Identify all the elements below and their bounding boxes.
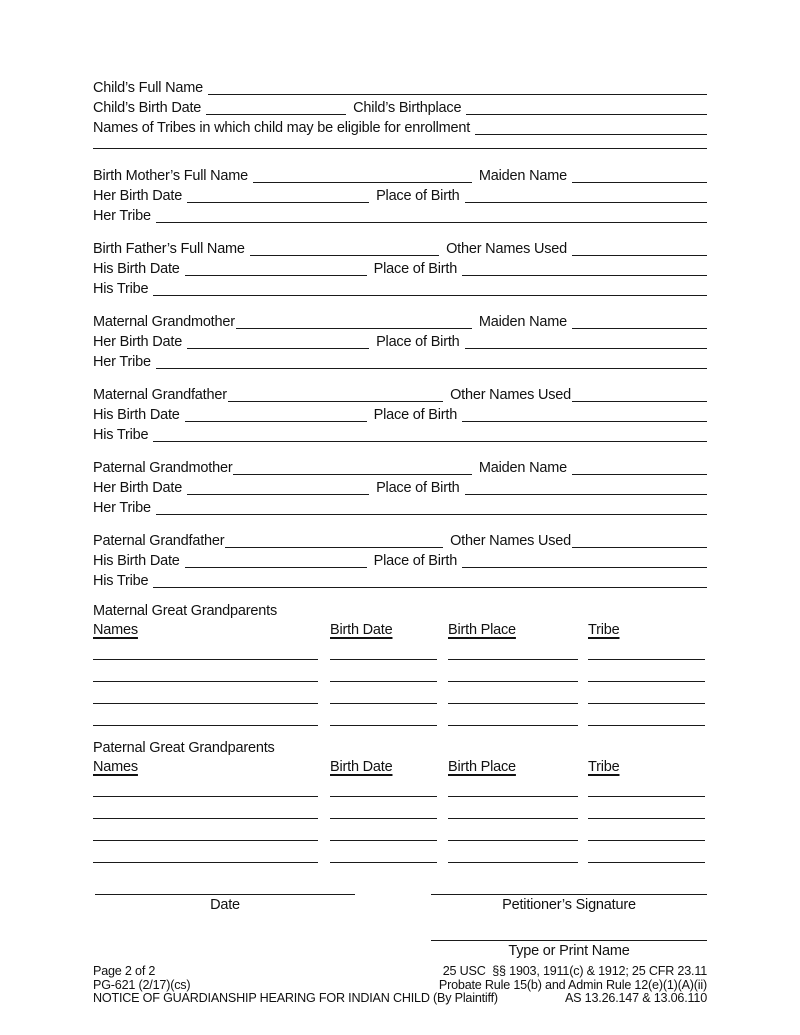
birth-date-label: Her Birth Date: [93, 188, 183, 204]
form-number: PG-621 (2/17)(cs): [93, 977, 191, 992]
place-of-birth-label: Place of Birth: [376, 480, 460, 496]
tribe-field[interactable]: [156, 368, 707, 369]
gg-tribe-field[interactable]: [588, 796, 705, 797]
gg-birth-place-field[interactable]: [448, 840, 578, 841]
child-full-name-row: [93, 78, 707, 98]
name-label: Birth Mother’s Full Name: [93, 168, 249, 184]
name-field[interactable]: [228, 401, 443, 402]
section-title: Paternal Great Grandparents: [93, 740, 275, 756]
gg-birth-date-field[interactable]: [330, 796, 437, 797]
tribe-field[interactable]: [153, 295, 707, 296]
tribe-column-header: Tribe: [588, 622, 620, 638]
date-label: Date: [210, 897, 240, 913]
tribe-label: His Tribe: [93, 281, 149, 297]
place-of-birth-field[interactable]: [462, 567, 707, 568]
gg-tribe-field[interactable]: [588, 840, 705, 841]
family-block-paternal-grandfather: [93, 531, 707, 591]
child-birthplace-field[interactable]: [466, 114, 707, 115]
gg-birth-place-field[interactable]: [448, 725, 578, 726]
child-birth-row: [93, 98, 707, 118]
birth-date-label: His Birth Date: [93, 407, 180, 423]
place-of-birth-label: Place of Birth: [373, 407, 458, 423]
tribe-label: Her Tribe: [93, 500, 151, 516]
place-of-birth-field[interactable]: [465, 348, 707, 349]
alt-name-label: Other Names Used: [446, 241, 567, 257]
place-of-birth-label: Place of Birth: [373, 553, 458, 569]
name-label: Birth Father’s Full Name: [93, 241, 245, 257]
tribe-label: Her Tribe: [93, 354, 151, 370]
tribes-eligible-label: Names of Tribes in which child may be eligible for enrollment: [93, 120, 471, 136]
gg-birth-date-field[interactable]: [330, 862, 437, 863]
print-name-label: Type or Print Name: [508, 943, 630, 959]
place-of-birth-field[interactable]: [465, 202, 707, 203]
gg-tribe-field[interactable]: [588, 862, 705, 863]
gg-birth-place-field[interactable]: [448, 818, 578, 819]
gg-name-field[interactable]: [93, 681, 318, 682]
alt-name-label: Other Names Used: [450, 533, 571, 549]
gg-birth-date-field[interactable]: [330, 659, 437, 660]
family-block-maternal-grandmother: [93, 312, 707, 372]
gg-birth-date-field[interactable]: [330, 840, 437, 841]
name-label: Paternal Grandfather: [93, 533, 225, 549]
page-number: Page 2 of 2: [93, 964, 156, 978]
tribes-eligible-field[interactable]: [475, 134, 707, 135]
alt-name-label: Other Names Used: [450, 387, 571, 403]
birth-date-label: His Birth Date: [93, 261, 180, 277]
birth-date-field[interactable]: [187, 494, 369, 495]
place-of-birth-label: Place of Birth: [376, 188, 460, 204]
tribe-field[interactable]: [153, 587, 707, 588]
name-field[interactable]: [236, 328, 472, 329]
alt-name-label: Maiden Name: [478, 168, 567, 184]
table-row: [93, 663, 707, 685]
alt-name-field[interactable]: [572, 328, 707, 329]
gg-name-field[interactable]: [93, 725, 318, 726]
section-title: Maternal Great Grandparents: [93, 603, 277, 619]
child-full-name-label: Child’s Full Name: [93, 80, 203, 96]
table-row: [93, 707, 707, 729]
gg-tribe-field[interactable]: [588, 659, 705, 660]
birth-date-field[interactable]: [185, 421, 367, 422]
family-block-birth-mother: [93, 166, 707, 226]
print-name-field[interactable]: [431, 927, 707, 941]
table-row: [93, 778, 707, 800]
birth-date-field[interactable]: [187, 348, 369, 349]
gg-birth-date-field[interactable]: [330, 681, 437, 682]
place-of-birth-label: Place of Birth: [376, 334, 460, 350]
name-label: Maternal Grandfather: [93, 387, 227, 403]
gg-birth-place-field[interactable]: [448, 659, 578, 660]
alt-name-field[interactable]: [572, 255, 707, 256]
tribe-column-header: Tribe: [588, 759, 620, 775]
birth-date-field[interactable]: [185, 567, 367, 568]
maternal-great-grandparents-section: [93, 601, 707, 729]
tribe-field[interactable]: [156, 514, 707, 515]
name-label: Maternal Grandmother: [93, 314, 235, 330]
form-title: NOTICE OF GUARDIANSHIP HEARING FOR INDIAN CHILD (By Plaintiff): [93, 991, 498, 1005]
birth-date-column-header: Birth Date: [330, 622, 393, 638]
gg-birth-date-field[interactable]: [330, 725, 437, 726]
gg-tribe-field[interactable]: [588, 681, 705, 682]
child-birth-date-field[interactable]: [206, 114, 346, 115]
signature-section: [93, 881, 707, 961]
tribe-label: His Tribe: [93, 427, 149, 443]
birth-date-label: His Birth Date: [93, 553, 180, 569]
alt-name-label: Maiden Name: [478, 314, 567, 330]
alt-name-field[interactable]: [572, 547, 707, 548]
birth-date-field[interactable]: [187, 202, 369, 203]
name-field[interactable]: [250, 255, 439, 256]
petitioner-signature-field[interactable]: [431, 881, 707, 895]
page-footer: [93, 965, 707, 1006]
gg-name-field[interactable]: [93, 703, 318, 704]
tribe-label: Her Tribe: [93, 208, 151, 224]
alt-name-field[interactable]: [572, 182, 707, 183]
gg-tribe-field[interactable]: [588, 818, 705, 819]
gg-birth-date-field[interactable]: [330, 703, 437, 704]
gg-name-field[interactable]: [93, 818, 318, 819]
petitioner-signature-label: Petitioner’s Signature: [502, 897, 636, 913]
family-block-maternal-grandfather: [93, 385, 707, 445]
name-field[interactable]: [225, 547, 443, 548]
place-of-birth-field[interactable]: [462, 421, 707, 422]
table-row: [93, 641, 707, 663]
place-of-birth-field[interactable]: [462, 275, 707, 276]
name-field[interactable]: [233, 474, 471, 475]
as-citation: AS 13.26.147 & 13.06.110: [564, 991, 707, 1005]
gg-birth-place-field[interactable]: [448, 681, 578, 682]
gg-name-field[interactable]: [93, 796, 318, 797]
gg-birth-place-field[interactable]: [448, 703, 578, 704]
name-field[interactable]: [253, 182, 472, 183]
child-birth-date-label: Child’s Birth Date: [93, 100, 202, 116]
birth-place-column-header: Birth Place: [448, 759, 516, 775]
birth-date-field[interactable]: [185, 275, 367, 276]
date-field[interactable]: [95, 881, 355, 895]
family-block-paternal-grandmother: [93, 458, 707, 518]
gg-name-field[interactable]: [93, 862, 318, 863]
child-full-name-field[interactable]: [208, 94, 707, 95]
gg-name-field[interactable]: [93, 840, 318, 841]
table-row: [93, 844, 707, 866]
place-of-birth-field[interactable]: [465, 494, 707, 495]
statute-citation: 25 USC §§ 1903, 1911(c) & 1912; 25 CFR 23.11: [442, 964, 707, 978]
tribe-field[interactable]: [156, 222, 707, 223]
gg-birth-place-field[interactable]: [448, 796, 578, 797]
name-label: Paternal Grandmother: [93, 460, 233, 476]
alt-name-field[interactable]: [572, 401, 707, 402]
gg-tribe-field[interactable]: [588, 725, 705, 726]
child-birthplace-label: Child’s Birthplace: [353, 100, 462, 116]
tribe-field[interactable]: [153, 441, 707, 442]
alt-name-field[interactable]: [572, 474, 707, 475]
gg-name-field[interactable]: [93, 659, 318, 660]
birth-date-label: Her Birth Date: [93, 480, 183, 496]
birth-place-column-header: Birth Place: [448, 622, 516, 638]
gg-tribe-field[interactable]: [588, 703, 705, 704]
birth-date-column-header: Birth Date: [330, 759, 393, 775]
family-block-birth-father: [93, 239, 707, 299]
rule-citation: Probate Rule 15(b) and Admin Rule 12(e)(1)(A)(ii): [438, 977, 707, 992]
tribes-row: [93, 118, 707, 138]
paternal-great-grandparents-section: [93, 738, 707, 866]
table-row: [93, 800, 707, 822]
place-of-birth-label: Place of Birth: [373, 261, 458, 277]
table-row: [93, 822, 707, 844]
names-column-header: Names: [93, 622, 138, 638]
names-column-header: Names: [93, 759, 138, 775]
tribes-overflow-row: [93, 138, 707, 152]
gg-birth-place-field[interactable]: [448, 862, 578, 863]
tribes-eligible-overflow-field[interactable]: [93, 148, 707, 149]
birth-date-label: Her Birth Date: [93, 334, 183, 350]
gg-birth-date-field[interactable]: [330, 818, 437, 819]
table-row: [93, 685, 707, 707]
alt-name-label: Maiden Name: [478, 460, 567, 476]
tribe-label: His Tribe: [93, 573, 149, 589]
